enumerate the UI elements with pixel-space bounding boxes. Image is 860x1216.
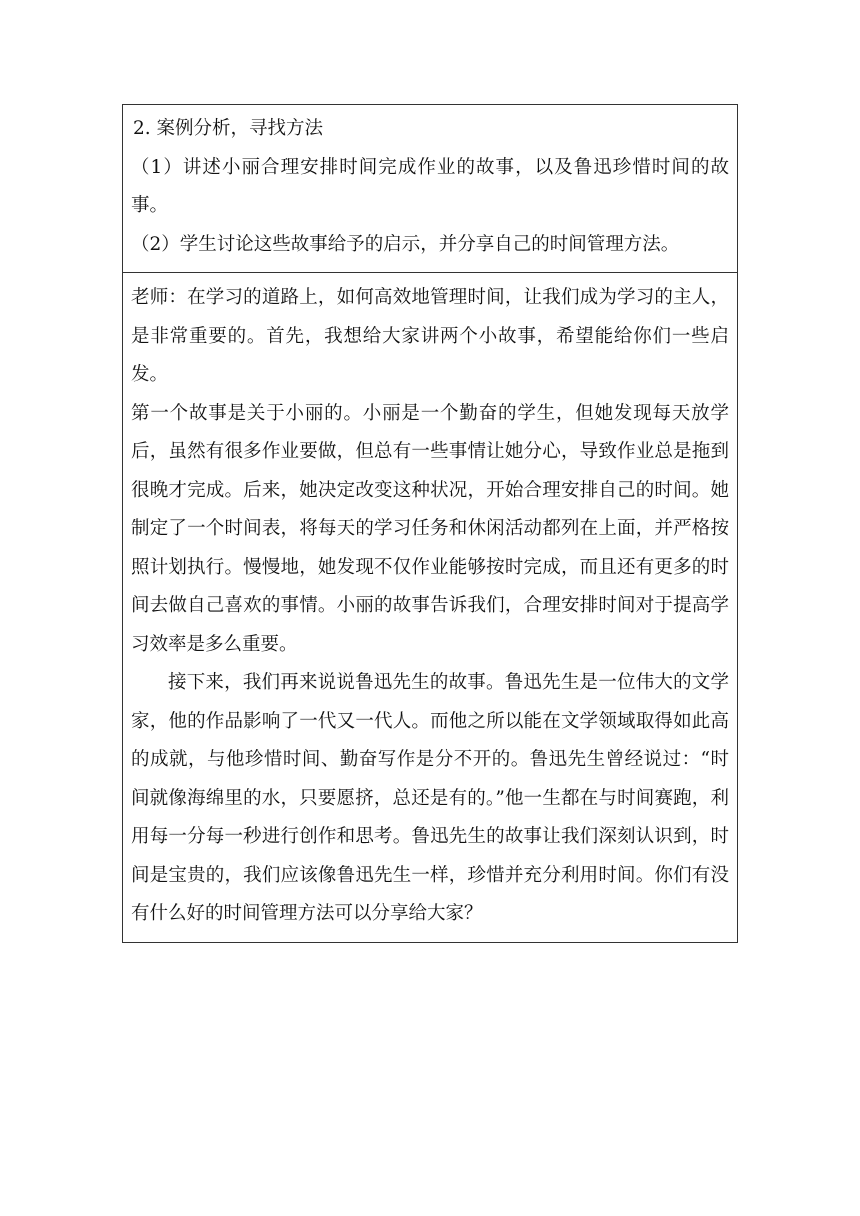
activity-item-2: （2）学生讨论这些故事给予的启示，并分享自己的时间管理方法。 <box>131 233 680 255</box>
activity-item-1: （1）讲述小丽合理安排时间完成作业的故事，以及鲁迅珍惜时间的故事。 <box>131 156 729 216</box>
story-xiaoli-paragraph: 第一个故事是关于小丽的。小丽是一个勤奋的学生，但她发现每天放学后，虽然有很多作业要做，但总有一些事情让她分心，导致作业总是拖到很晚才完成。后来，她决定改变这种状况，开始合理安排自己的时间。她制定了一个时间表，将每天的学习任务和休闲活动都列在上面，并严格按照计划执行。慢慢地，她发现不仅作业能够按时完成，而且还有更多的时间去做自己喜欢的事情。小丽的故事告诉我们，合理安排时间对于提高学习效率是多么重要。 <box>131 402 729 655</box>
activity-cell <box>123 105 737 273</box>
lesson-table <box>122 104 738 943</box>
section-heading: 2. 案例分析，寻找方法 <box>133 118 324 139</box>
story-luxun-paragraph: 接下来，我们再来说说鲁迅先生的故事。鲁迅先生是一位伟大的文学家，他的作品影响了一代又一代人。而他之所以能在文学领域取得如此高的成就，与他珍惜时间、勤奋写作是分不开的。鲁迅先生曾经说过：“时间就像海绵里的水，只要愿挤，总还是有的。”他一生都在与时间赛跑，利用每一分每一秒进行创作和思考。鲁迅先生的故事让我们深刻认识到，时间是宝贵的，我们应该像鲁迅先生一样，珍惜并充分利用时间。你们有没有什么好的时间管理方法可以分享给大家？ <box>131 672 729 924</box>
teacher-intro-paragraph: 老师：在学习的道路上，如何高效地管理时间，让我们成为学习的主人，是非常重要的。首先，我想给大家讲两个小故事，希望能给你们一些启发。 <box>131 287 729 385</box>
teacher-script-cell <box>123 273 737 942</box>
